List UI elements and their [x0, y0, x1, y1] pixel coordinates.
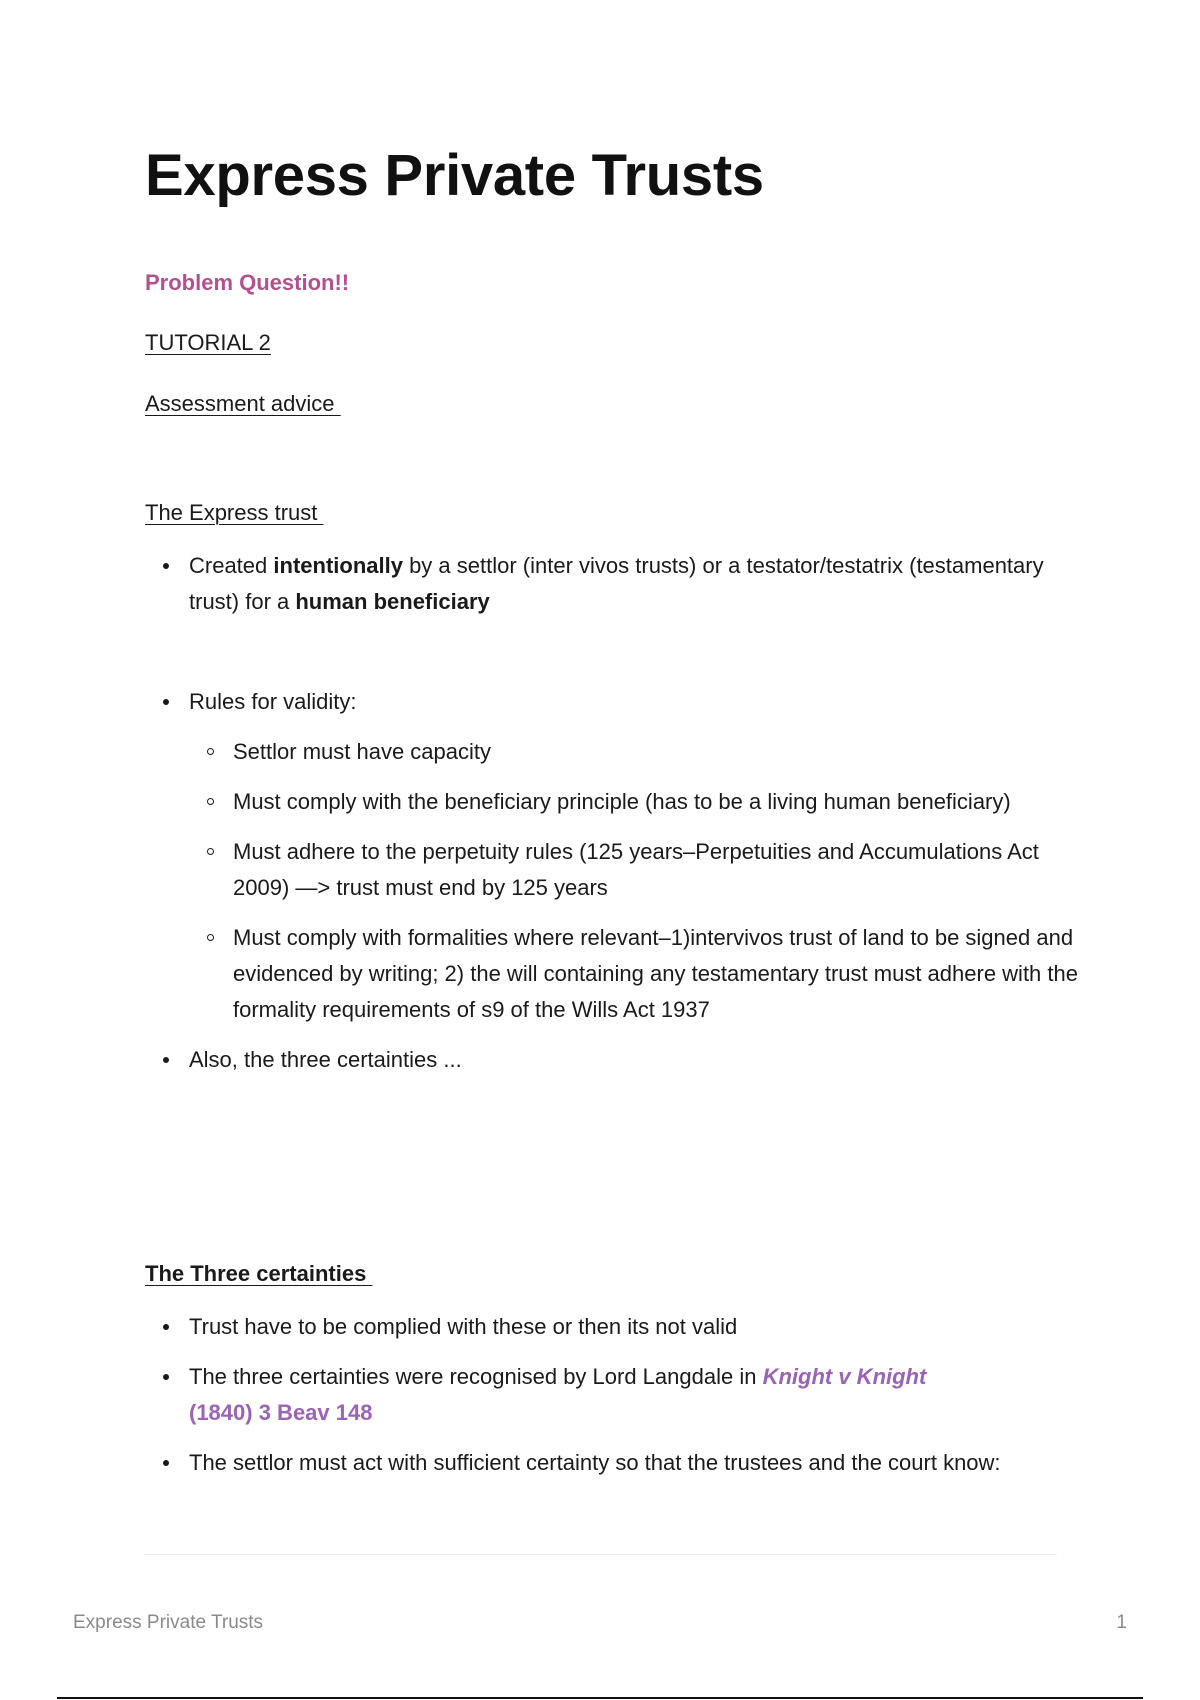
- list-item-recognised: [189, 1359, 1089, 1431]
- created-bold-human-beneficiary: human beneficiary: [295, 589, 490, 614]
- assessment-advice-label: Assessment advice: [145, 391, 341, 416]
- rule-perpetuity: Must adhere to the perpetuity rules (125 years–Perpetuities and Accumulations Act 2009) —> trust must end by 125 years: [233, 834, 1089, 906]
- rule-beneficiary-principle: Must comply with the beneficiary principle (has to be a living human beneficiary): [233, 784, 1089, 820]
- express-trust-heading: The Express trust: [145, 500, 324, 525]
- list-item-settlor: The settlor must act with sufficient certainty so that the trustees and the court know:: [189, 1445, 1089, 1481]
- rules-sublist: [189, 734, 1089, 1028]
- recognised-text: The three certainties were recognised by Lord Langdale in: [189, 1364, 763, 1389]
- case-citation: (1840) 3 Beav 148: [189, 1400, 373, 1425]
- page-title: Express Private Trusts: [145, 143, 764, 208]
- list-item-rules: [189, 684, 1089, 1028]
- rule-formalities: [233, 920, 1089, 1028]
- rule-capacity: Settlor must have capacity: [233, 734, 1089, 770]
- bottom-rule: [57, 1697, 1143, 1699]
- created-bold-intentionally: intentionally: [273, 553, 403, 578]
- case-name: Knight v Knight: [762, 1364, 927, 1389]
- formalities-line-3: formality requirements of s9 of the Wills Act 1937: [233, 997, 710, 1022]
- tutorial-label: TUTORIAL 2: [145, 330, 271, 355]
- formalities-line-1: Must comply with formalities where relevant–1)intervivos trust of land to be signed and: [233, 925, 1074, 950]
- created-text-1: Created: [189, 553, 274, 578]
- list-item-complied: Trust have to be complied with these or then its not valid: [189, 1309, 1089, 1345]
- footer-title: Express Private Trusts: [73, 1612, 264, 1633]
- express-trust-list: [145, 548, 1089, 1092]
- three-certainties-list: [145, 1309, 1089, 1495]
- footer-separator: [145, 1554, 1057, 1555]
- list-item-also: Also, the three certainties ...: [189, 1042, 1089, 1078]
- rules-intro: Rules for validity:: [189, 689, 357, 714]
- formalities-line-2: evidenced by writing; 2) the will containing any testamentary trust must adhere with the: [233, 961, 1078, 986]
- footer-page-number: 1: [1116, 1612, 1127, 1633]
- created-text-2: by a settlor (inter vivos trusts) or a testator/testatrix (testamentary trust) for a: [189, 553, 1044, 614]
- three-certainties-heading: The Three certainties: [145, 1261, 373, 1286]
- problem-question-label: Problem Question!!: [145, 270, 350, 295]
- list-item-created: [189, 548, 1089, 620]
